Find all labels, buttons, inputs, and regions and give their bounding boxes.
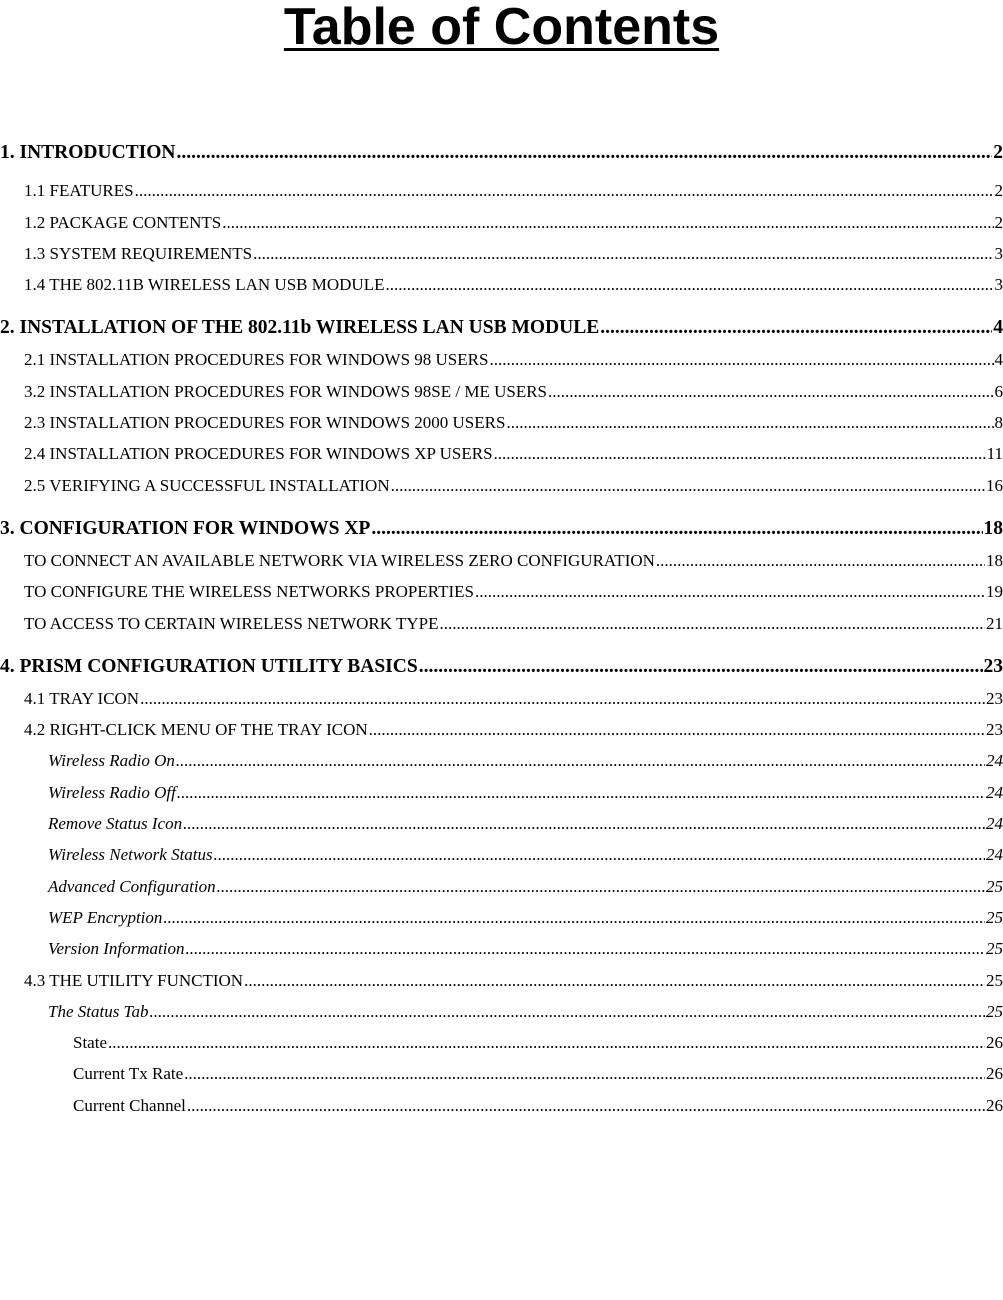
toc-entry-label: 3.2 INSTALLATION PROCEDURES FOR WINDOWS 98SE / ME USERS (24, 381, 547, 401)
toc-entry-label: TO CONNECT AN AVAILABLE NETWORK VIA WIRELESS ZERO CONFIGURATION (24, 550, 655, 570)
toc-entry-label: Wireless Radio On (48, 751, 175, 771)
toc-entry-label: Wireless Radio Off (48, 782, 176, 802)
page-title-text: Table of Contents (283, 0, 720, 56)
toc-leader-dots (176, 751, 985, 771)
toc-entry[interactable] (0, 740, 1003, 771)
toc-entry-page-number: 19 (986, 582, 1003, 602)
toc-entry-label: 4.2 RIGHT-CLICK MENU OF THE TRAY ICON (24, 720, 368, 740)
toc-entry[interactable] (0, 571, 1003, 602)
toc-leader-dots (419, 656, 983, 678)
toc-leader-dots (217, 877, 985, 897)
toc-leader-dots (185, 939, 985, 959)
toc-entry-page-number: 16 (986, 475, 1003, 495)
toc-entry[interactable] (0, 640, 1003, 678)
toc-entry-page-number: 6 (994, 381, 1003, 401)
toc-entry-label: The Status Tab (48, 1001, 149, 1021)
toc-leader-dots (494, 444, 986, 464)
toc-leader-dots (184, 1064, 985, 1084)
toc-entry-page-number: 2 (994, 181, 1003, 201)
toc-entry-label: 1.4 THE 802.11B WIRELESS LAN USB MODULE (24, 275, 385, 295)
toc-leader-dots (177, 783, 985, 803)
toc-leader-dots (108, 1033, 985, 1053)
toc-leader-dots (475, 582, 985, 602)
toc-entry[interactable] (0, 170, 1003, 201)
toc-leader-dots (506, 413, 993, 433)
toc-entry[interactable] (0, 771, 1003, 802)
toc-entry[interactable] (0, 540, 1003, 571)
toc-leader-dots (149, 1002, 985, 1022)
toc-entry[interactable] (0, 402, 1003, 433)
toc-entry-label: WEP Encryption (48, 907, 163, 927)
page-title (0, 0, 1003, 54)
toc-entry-page-number: 18 (986, 550, 1003, 570)
toc-entry-label: 2.3 INSTALLATION PROCEDURES FOR WINDOWS 2000 USERS (24, 413, 506, 433)
toc-entry-label: 1.3 SYSTEM REQUIREMENTS (24, 243, 253, 263)
toc-entry-page-number: 8 (994, 413, 1003, 433)
toc-entry[interactable] (0, 433, 1003, 464)
toc-entry[interactable] (0, 464, 1003, 495)
toc-entry[interactable] (0, 803, 1003, 834)
toc-entry-page-number: 25 (986, 907, 1003, 927)
toc-entry-page-number: 26 (986, 1095, 1003, 1115)
toc-leader-dots (163, 908, 985, 928)
toc-leader-dots (214, 845, 985, 865)
toc-leader-dots (135, 181, 994, 201)
toc-entry-page-number: 24 (986, 814, 1003, 834)
toc-leader-dots (369, 720, 985, 740)
toc-entry-page-number: 3 (994, 275, 1003, 295)
toc-leader-dots (177, 142, 993, 164)
toc-leader-dots (548, 382, 994, 402)
toc-entry-page-number: 21 (986, 613, 1003, 633)
toc-entry-page-number: 24 (986, 751, 1003, 771)
toc-entry[interactable] (0, 339, 1003, 370)
toc-entry[interactable] (0, 502, 1003, 540)
toc-entry[interactable] (0, 134, 1003, 164)
toc-entry[interactable] (0, 834, 1003, 865)
toc-entry-page-number: 25 (986, 1001, 1003, 1021)
toc-entry[interactable] (0, 678, 1003, 709)
toc-entry-label: Advanced Configuration (48, 876, 216, 896)
toc-entry[interactable] (0, 1053, 1003, 1084)
toc-leader-dots (439, 614, 985, 634)
toc-entry[interactable] (0, 897, 1003, 928)
toc-entry[interactable] (0, 602, 1003, 633)
toc-entry-page-number: 4 (993, 317, 1003, 339)
toc-entry-page-number: 4 (994, 350, 1003, 370)
toc-leader-dots (183, 814, 985, 834)
toc-leader-dots (600, 317, 992, 339)
toc-entry-label: Current Tx Rate (73, 1064, 184, 1084)
toc-entry-page-number: 25 (986, 876, 1003, 896)
toc-entry-page-number: 2 (994, 212, 1003, 232)
toc-entry-page-number: 25 (986, 970, 1003, 990)
toc-entry-page-number: 23 (983, 655, 1003, 677)
toc-leader-dots (385, 275, 993, 295)
toc-entry-page-number: 3 (994, 243, 1003, 263)
toc-entry-page-number: 24 (986, 845, 1003, 865)
toc-entry-label: Version Information (48, 939, 185, 959)
toc-entry-page-number: 2 (993, 142, 1003, 163)
toc-entry-label: 1. INTRODUCTION (0, 142, 176, 163)
toc-entry-label: TO CONFIGURE THE WIRELESS NETWORKS PROPERTIES (24, 582, 474, 602)
toc-entry-label: 3. CONFIGURATION FOR WINDOWS XP (0, 517, 371, 539)
toc-leader-dots (253, 244, 993, 264)
toc-entry-page-number: 18 (983, 517, 1003, 539)
toc-entry-label: 4. PRISM CONFIGURATION UTILITY BASICS (0, 655, 418, 677)
toc-entry-label: TO ACCESS TO CERTAIN WIRELESS NETWORK TYPE (24, 613, 439, 633)
toc-entry[interactable] (0, 201, 1003, 232)
toc-entry-page-number: 11 (986, 444, 1003, 464)
toc-entry-label: 4.3 THE UTILITY FUNCTION (24, 970, 244, 990)
toc-entry[interactable] (0, 865, 1003, 896)
toc-leader-dots (371, 518, 982, 540)
toc-entry-label: State (73, 1033, 107, 1053)
toc-entry[interactable] (0, 959, 1003, 990)
toc-entry[interactable] (0, 301, 1003, 339)
toc-leader-dots (391, 476, 985, 496)
toc-leader-dots (140, 689, 985, 709)
toc-entry[interactable] (0, 233, 1003, 264)
toc-entry-label: 4.1 TRAY ICON (24, 688, 140, 708)
toc-entry-page-number: 23 (986, 688, 1003, 708)
table-of-contents (0, 134, 1003, 1116)
toc-leader-dots (489, 350, 993, 370)
toc-entry-page-number: 26 (986, 1064, 1003, 1084)
toc-entry-label: Remove Status Icon (48, 814, 183, 834)
toc-leader-dots (244, 971, 985, 991)
toc-entry[interactable] (0, 928, 1003, 959)
toc-leader-dots (656, 551, 985, 571)
toc-entry[interactable] (0, 1084, 1003, 1115)
toc-leader-dots (187, 1096, 985, 1116)
toc-entry-label: 1.2 PACKAGE CONTENTS (24, 212, 222, 232)
toc-entry[interactable] (0, 709, 1003, 740)
toc-entry-label: 2.1 INSTALLATION PROCEDURES FOR WINDOWS 98 USERS (24, 350, 489, 370)
toc-entry-label: 2.4 INSTALLATION PROCEDURES FOR WINDOWS XP USERS (24, 444, 493, 464)
toc-entry-page-number: 26 (986, 1033, 1003, 1053)
toc-leader-dots (222, 213, 993, 233)
toc-entry-label: Current Channel (73, 1095, 186, 1115)
toc-entry-page-number: 23 (986, 720, 1003, 740)
toc-entry-label: Wireless Network Status (48, 845, 213, 865)
toc-entry-page-number: 25 (986, 939, 1003, 959)
toc-entry-page-number: 24 (986, 782, 1003, 802)
toc-entry-label: 2. INSTALLATION OF THE 802.11b WIRELESS LAN USB MODULE (0, 317, 600, 339)
toc-entry[interactable] (0, 991, 1003, 1022)
toc-entry[interactable] (0, 370, 1003, 401)
toc-entry[interactable] (0, 1022, 1003, 1053)
toc-entry[interactable] (0, 264, 1003, 295)
toc-entry-label: 2.5 VERIFYING A SUCCESSFUL INSTALLATION (24, 475, 390, 495)
toc-entry-label: 1.1 FEATURES (24, 181, 134, 201)
